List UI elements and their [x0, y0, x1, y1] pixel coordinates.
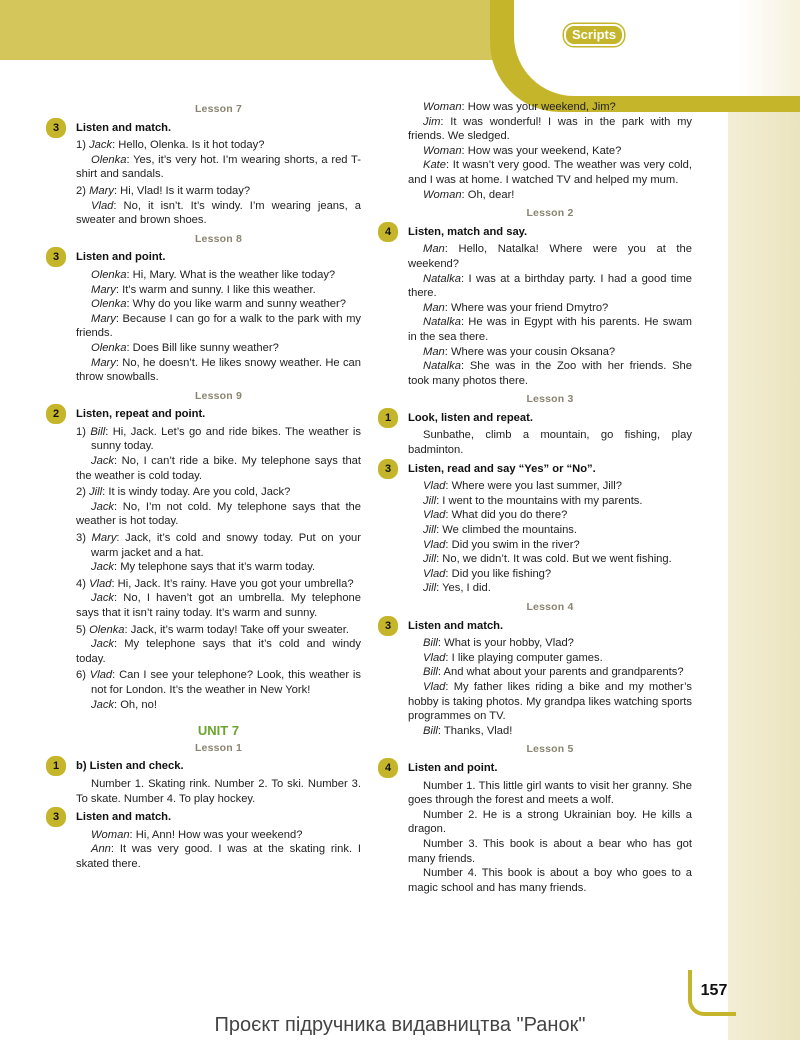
section-tab-inner — [514, 0, 800, 96]
task-title: Listen, repeat and point. — [76, 408, 206, 421]
dialogue-line: Jack: No, I can’t ride a bike. My telephone says that the weather is cold today. — [76, 455, 361, 482]
dialogue-line: Woman: How was your weekend, Jim? — [423, 101, 616, 113]
task-number-badge: 2 — [46, 404, 66, 424]
task-heading — [52, 250, 361, 265]
dialogue-line: Bill: Thanks, Vlad! — [423, 724, 513, 737]
task-heading — [384, 761, 692, 776]
task-number-badge: 4 — [378, 758, 398, 778]
unit-heading: UNIT 7 — [197, 723, 240, 739]
task-heading — [384, 411, 692, 426]
scripts-label: Scripts — [564, 24, 624, 46]
task-title: Listen and match. — [408, 619, 504, 632]
dialogue-line: Jim: It was wonderful! I was in the park with my friends. We sledged. — [408, 115, 692, 143]
dialogue-line: Woman: Hi, Ann! How was your weekend? — [91, 828, 303, 841]
task-heading — [384, 462, 692, 477]
dialogue-line: Vlad: I like playing computer games. — [423, 651, 603, 664]
dialogue-line: Jill: No, we didn’t. It was cold. But we went fishing. — [423, 553, 672, 566]
dialogue-line: Woman: How was your weekend, Kate? — [423, 144, 622, 157]
dialogue-line: 1) Bill: Hi, Jack. Let’s go and ride bikes. The weather is sunny today. — [76, 425, 361, 453]
dialogue-line: Olenka: Yes, it’s very hot. I’m wearing shorts, a red T-shirt and sandals. — [76, 153, 361, 181]
lesson-heading: Lesson 8 — [194, 232, 243, 245]
task-text: Number 1. Skating rink. Number 2. To ski. Number 3. To skate. Number 4. To play hockey. — [76, 777, 361, 805]
dialogue-line: Olenka: Does Bill like sunny weather? — [91, 341, 279, 354]
lesson-heading: Lesson 7 — [194, 103, 243, 115]
task-title: Listen and point. — [76, 251, 166, 264]
dialogue-line: 6) Vlad: Can I see your telephone? Look, this weather is not for London. It’s the weather in New York! — [76, 669, 361, 696]
lesson-heading: Lesson 9 — [194, 389, 243, 402]
dialogue-line: Vlad: My father likes riding a bike and my mother’s hobby is taking photos. My grandpa likes watching sports programmes on TV. — [408, 680, 692, 723]
dialogue-line: Bill: What is your hobby, Vlad? — [423, 637, 574, 650]
dialogue-line: Woman: Oh, dear! — [423, 188, 515, 201]
left-column — [52, 100, 361, 872]
task-heading — [52, 759, 361, 774]
task-title: Listen and point. — [408, 761, 498, 774]
task-number-badge: 1 — [46, 756, 66, 776]
lesson-heading: Lesson 4 — [526, 601, 574, 613]
dialogue-line: Man: Hello, Natalka! Where were you at the weekend? — [408, 243, 692, 270]
dialogue-line: 4) Vlad: Hi, Jack. It’s rainy. Have you got your umbrella? — [76, 577, 354, 590]
footer-text: Проєкт підручника видавництва "Ранок" — [214, 1014, 586, 1036]
lesson-heading: Lesson 1 — [194, 741, 243, 754]
task-title: Listen, read and say “Yes” or “No”. — [408, 462, 596, 475]
task-number-badge: 3 — [378, 459, 398, 479]
dialogue-line: Natalka: I was at a birthday party. I had a good time there. — [408, 272, 692, 300]
task-title: Listen and match. — [76, 121, 172, 134]
dialogue-line: Jill: We climbed the mountains. — [423, 524, 578, 537]
task-number-badge: 3 — [378, 616, 398, 636]
task-heading — [52, 407, 361, 422]
dialogue-line: 2) Jill: It is windy today. Are you cold, Jack? — [76, 486, 291, 499]
task-number-badge: 1 — [378, 408, 398, 428]
dialogue-line: Natalka: She was in the Zoo with her friends. She took many photos there. — [408, 360, 692, 387]
task-number-badge: 4 — [378, 222, 398, 242]
dialogue-line: 1) Jack: Hello, Olenka. Is it hot today? — [76, 139, 265, 152]
dialogue-line: Vlad: Did you swim in the river? — [423, 538, 580, 551]
dialogue-line: Jill: I went to the mountains with my parents. — [423, 494, 643, 507]
task-text: Number 1. This little girl wants to visit her granny. She goes through the forest and meets a wolf. — [408, 779, 692, 807]
dialogue-line: Jack: My telephone says that it’s warm today. — [91, 561, 316, 574]
dialogue-line: Olenka: Why do you like warm and sunny weather? — [91, 298, 346, 311]
page-number: 157 — [688, 970, 736, 1016]
task-text: Number 3. This book is about a bear who has got many friends. — [408, 837, 692, 865]
dialogue-line: Ann: It was very good. I was at the skating rink. I skated there. — [76, 843, 361, 870]
dialogue-line: Natalka: He was in Egypt with his parents. He swam in the sea there. — [408, 316, 692, 343]
dialogue-line: Mary: No, he doesn’t. He likes snowy weather. He can throw snowballs. — [76, 356, 361, 384]
dialogue-line: Vlad: Did you like fishing? — [423, 567, 552, 580]
task-heading — [52, 810, 361, 825]
lesson-heading: Lesson 5 — [526, 743, 574, 756]
dialogue-line: Jill: Yes, I did. — [423, 582, 491, 595]
dialogue-line: Jack: No, I’m not cold. My telephone says that the weather is hot today. — [76, 500, 361, 528]
dialogue-line: Vlad: Where were you last summer, Jill? — [423, 480, 622, 493]
task-text: Number 2. He is a strong Ukrainian boy. He kills a dragon. — [408, 808, 692, 836]
task-text: Number 4. This book is about a boy who goes to a magic school and has many friends. — [408, 867, 692, 894]
task-text: Sunbathe, climb a mountain, go fishing, play badminton. — [408, 429, 692, 457]
dialogue-line: Man: Where was your cousin Oksana? — [423, 345, 616, 358]
task-title: Listen and match. — [76, 811, 172, 824]
dialogue-line: 2) Mary: Hi, Vlad! Is it warm today? — [76, 184, 251, 197]
dialogue-line: Man: Where was your friend Dmytro? — [423, 301, 609, 314]
dialogue-line: 5) Olenka: Jack, it’s warm today! Take off your sweater. — [76, 623, 349, 636]
dialogue-line: Olenka: Hi, Mary. What is the weather like today? — [91, 268, 336, 281]
lesson-heading: Lesson 3 — [526, 393, 574, 406]
right-column — [384, 100, 692, 895]
dialogue-line: Jack: My telephone says that it’s cold and windy today. — [76, 638, 361, 665]
task-heading — [384, 619, 692, 634]
task-heading — [384, 225, 692, 240]
dialogue-line: Jack: Oh, no! — [91, 698, 157, 711]
task-number-badge: 3 — [46, 807, 66, 827]
dialogue-line: Mary: It’s warm and sunny. I like this weather. — [91, 283, 316, 296]
margin-band — [728, 0, 800, 1040]
task-number-badge: 3 — [46, 118, 66, 138]
dialogue-line: Vlad: What did you do there? — [423, 509, 568, 522]
dialogue-line: Mary: Because I can go for a walk to the park with my friends. — [76, 312, 361, 340]
task-title: Listen, match and say. — [408, 225, 528, 238]
task-title: Look, listen and repeat. — [408, 411, 533, 424]
dialogue-line: Kate: It wasn’t very good. The weather was very cold, and I was at home. I watched TV and helped my mum. — [408, 159, 692, 186]
lesson-heading: Lesson 2 — [526, 207, 574, 220]
task-title: b) Listen and check. — [76, 760, 184, 773]
dialogue-line: Bill: And what about your parents and grandparents? — [423, 666, 684, 679]
task-number-badge: 3 — [46, 247, 66, 267]
dialogue-line: Vlad: No, it isn’t. It’s windy. I’m wearing jeans, a sweater and brown shoes. — [76, 199, 361, 227]
dialogue-line: 3) Mary: Jack, it’s cold and snowy today. Put on your warm jacket and a hat. — [76, 532, 361, 559]
task-heading — [52, 121, 361, 136]
dialogue-line: Jack: No, I haven’t got an umbrella. My telephone says that it isn’t rainy today. It’s warm and sunny. — [76, 592, 361, 619]
